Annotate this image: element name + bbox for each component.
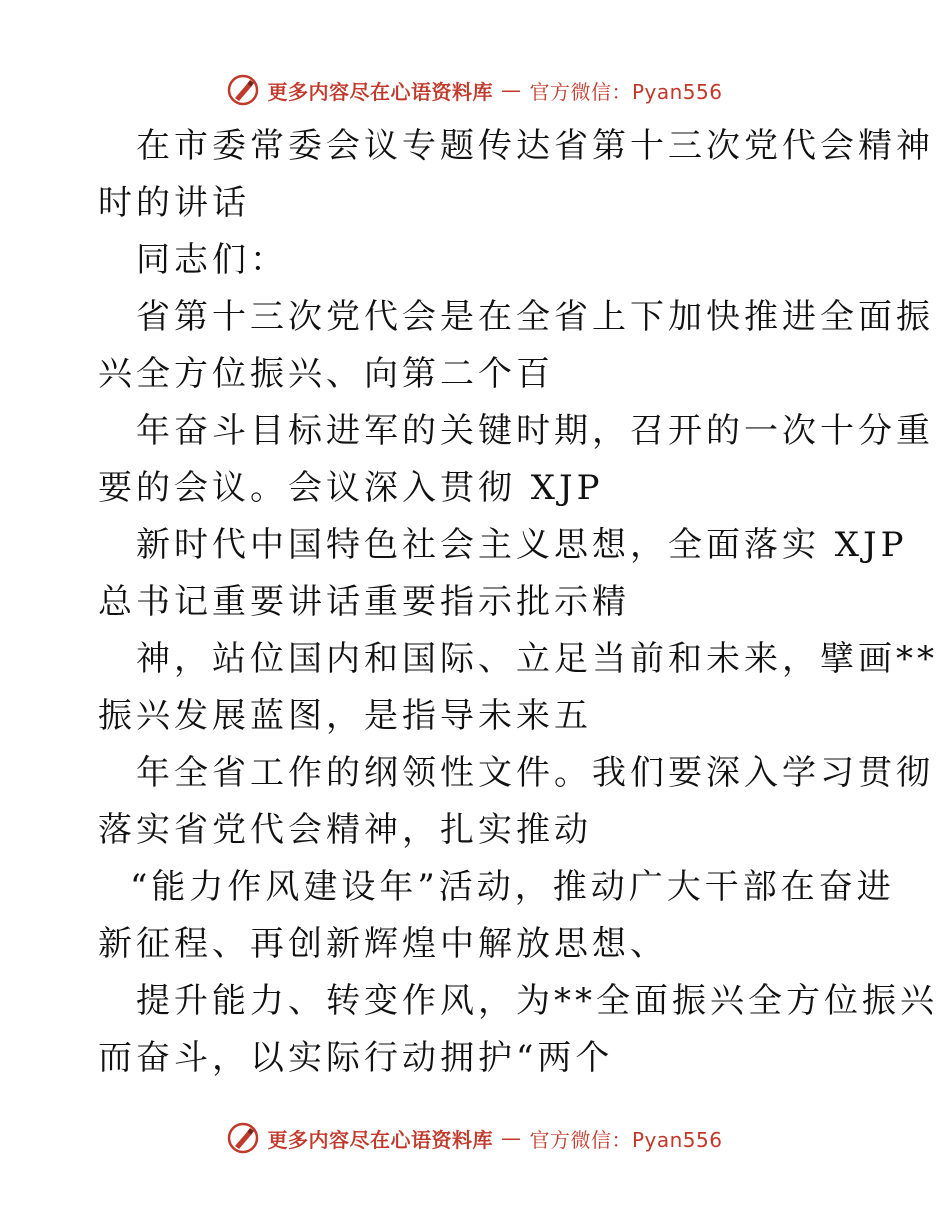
- banner-separator: —: [500, 78, 522, 102]
- paragraph-line: 新征程、再创新辉煌中解放思想、: [98, 924, 668, 964]
- paragraph-line: 提升能力、转变作风，为**全面振兴全方位振兴: [136, 981, 938, 1021]
- paragraph-line: 要的会议。会议深入贯彻 XJP: [98, 468, 604, 508]
- paragraph-line: 落实省党代会精神，扎实推动: [98, 810, 592, 850]
- title-line-2: 时的讲话: [98, 183, 250, 223]
- document-body: [98, 118, 938, 1087]
- footer-watermark-banner: [0, 1118, 950, 1158]
- pen-logo-icon: [227, 1122, 259, 1154]
- paragraph-line: 新时代中国特色社会主义思想，全面落实 XJP: [136, 525, 908, 565]
- paragraph-line: 而奋斗，以实际行动拥护“两个: [98, 1038, 614, 1078]
- paragraph-line: 兴全方位振兴、向第二个百: [98, 354, 554, 394]
- banner-main-text: 更多内容尽在心语资料库: [267, 79, 493, 104]
- paragraph-line: 振兴发展蓝图，是指导未来五: [98, 696, 592, 736]
- paragraph-line: 年全省工作的纲领性文件。我们要深入学习贯彻: [136, 753, 934, 793]
- header-watermark-banner: [0, 70, 950, 110]
- paragraph-line: 神，站位国内和国际、立足当前和未来，擘画**: [136, 639, 938, 679]
- title-line-1: 在市委常委会议专题传达省第十三次党代会精神: [136, 126, 934, 166]
- pen-logo-icon: [227, 74, 259, 106]
- banner-separator: —: [500, 1126, 522, 1150]
- paragraph-line: 年奋斗目标进军的关键时期，召开的一次十分重: [136, 411, 934, 451]
- paragraph-line: “能力作风建设年”活动，推动广大干部在奋进: [130, 867, 895, 907]
- banner-contact-text: 官方微信：Pyan556: [529, 1127, 723, 1152]
- salutation: 同志们：: [136, 240, 288, 280]
- paragraph-line: 省第十三次党代会是在全省上下加快推进全面振: [136, 297, 934, 337]
- banner-main-text: 更多内容尽在心语资料库: [267, 1127, 493, 1152]
- paragraph-line: 总书记重要讲话重要指示批示精: [98, 582, 630, 622]
- banner-contact-text: 官方微信：Pyan556: [529, 79, 723, 104]
